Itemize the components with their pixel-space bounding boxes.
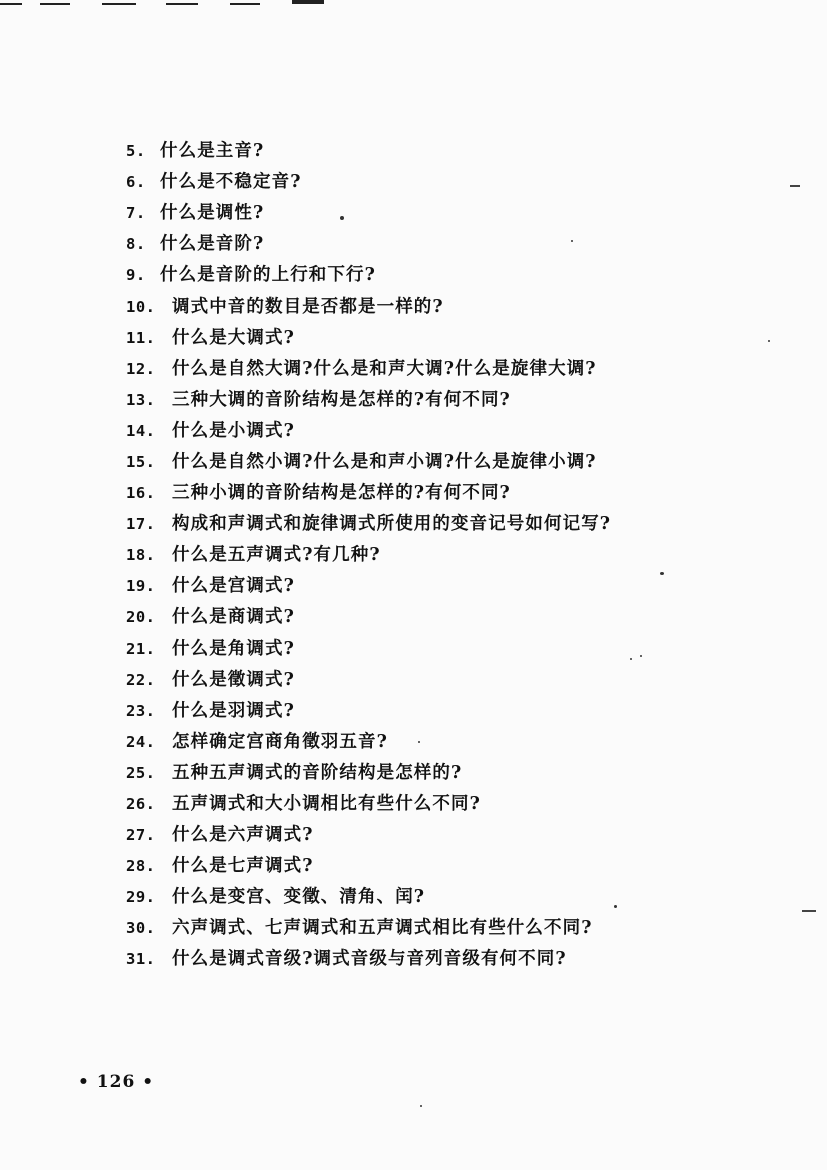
- question-number: 21.: [126, 639, 156, 658]
- question-text: 什么是调性?: [160, 203, 265, 224]
- question-text: 什么是宫调式?: [172, 576, 295, 597]
- scan-speck: [768, 340, 770, 342]
- question-number: 19.: [126, 577, 156, 596]
- question-item: [126, 696, 786, 727]
- question-number: 17.: [126, 515, 156, 534]
- question-text: 什么是六声调式?: [172, 825, 314, 846]
- question-number: 13.: [126, 390, 156, 409]
- question-number: 28.: [126, 857, 156, 876]
- question-text: 什么是五声调式?有几种?: [172, 545, 381, 566]
- question-text: 五种五声调式的音阶结构是怎样的?: [172, 762, 463, 783]
- question-text: 什么是徵调式?: [172, 669, 295, 690]
- question-item: [126, 291, 786, 322]
- question-item: [126, 820, 786, 851]
- question-item: [126, 944, 786, 975]
- scan-speck: [340, 216, 344, 220]
- scan-speck: [418, 741, 420, 743]
- question-text: 什么是调式音级?调式音级与音列音级有何不同?: [172, 949, 567, 970]
- question-item: [126, 634, 786, 665]
- question-number: 16.: [126, 484, 156, 503]
- question-item: [126, 354, 786, 385]
- question-number: 7.: [126, 204, 146, 223]
- question-number: 30.: [126, 919, 156, 938]
- question-number: 24.: [126, 732, 156, 751]
- question-text: 五声调式和大小调相比有些什么不同?: [172, 794, 481, 815]
- scan-speck: [614, 905, 617, 908]
- question-list: [126, 136, 786, 976]
- edge-mark: [40, 3, 70, 5]
- edge-mark: [292, 0, 324, 4]
- question-item: [126, 540, 786, 571]
- question-number: 6.: [126, 173, 146, 192]
- scan-speck: [571, 240, 573, 242]
- question-text: 什么是音阶?: [160, 234, 265, 255]
- question-text: 三种大调的音阶结构是怎样的?有何不同?: [172, 389, 511, 410]
- question-number: 12.: [126, 359, 156, 378]
- question-item: [126, 727, 786, 758]
- question-item: [126, 323, 786, 354]
- question-number: 18.: [126, 546, 156, 565]
- question-text: 调式中音的数目是否都是一样的?: [172, 296, 444, 317]
- page-number: • 126 •: [78, 1072, 155, 1092]
- question-item: [126, 136, 786, 167]
- question-number: 20.: [126, 608, 156, 627]
- question-item: [126, 602, 786, 633]
- question-item: [126, 416, 786, 447]
- question-text: 什么是变宫、变徵、清角、闰?: [172, 887, 426, 908]
- question-text: 什么是商调式?: [172, 607, 295, 628]
- question-item: [126, 571, 786, 602]
- question-text: 什么是不稳定音?: [160, 172, 302, 193]
- question-item: [126, 509, 786, 540]
- question-text: 什么是七声调式?: [172, 856, 314, 877]
- scan-edge-dash: [802, 910, 816, 912]
- question-text: 什么是小调式?: [172, 420, 295, 441]
- question-text: 什么是羽调式?: [172, 700, 295, 721]
- question-item: [126, 758, 786, 789]
- edge-mark: [0, 3, 22, 5]
- question-text: 三种小调的音阶结构是怎样的?有何不同?: [172, 483, 511, 504]
- question-item: [126, 478, 786, 509]
- question-item: [126, 913, 786, 944]
- question-text: 怎样确定宫商角徵羽五音?: [172, 731, 388, 752]
- question-number: 5.: [126, 142, 146, 161]
- question-item: [126, 851, 786, 882]
- question-number: 8.: [126, 235, 146, 254]
- question-item: [126, 665, 786, 696]
- question-text: 六声调式、七声调式和五声调式相比有些什么不同?: [172, 918, 593, 939]
- question-number: 25.: [126, 763, 156, 782]
- question-item: [126, 260, 786, 291]
- question-number: 27.: [126, 826, 156, 845]
- scan-speck: [660, 572, 664, 575]
- question-item: [126, 198, 786, 229]
- question-text: 什么是角调式?: [172, 638, 295, 659]
- question-number: 22.: [126, 670, 156, 689]
- edge-mark: [166, 3, 198, 5]
- question-number: 10.: [126, 297, 156, 316]
- question-number: 11.: [126, 328, 156, 347]
- question-number: 29.: [126, 888, 156, 907]
- question-item: [126, 447, 786, 478]
- scan-speck: [420, 1105, 422, 1107]
- edge-mark: [230, 3, 260, 5]
- question-number: 31.: [126, 950, 156, 969]
- question-number: 9.: [126, 266, 146, 285]
- question-text: 什么是音阶的上行和下行?: [160, 265, 376, 286]
- question-item: [126, 385, 786, 416]
- scan-speck: [640, 655, 642, 657]
- question-number: 14.: [126, 421, 156, 440]
- question-item: [126, 229, 786, 260]
- question-number: 23.: [126, 701, 156, 720]
- edge-mark: [102, 3, 136, 5]
- question-text: 什么是大调式?: [172, 327, 295, 348]
- question-item: [126, 789, 786, 820]
- question-number: 15.: [126, 452, 156, 471]
- question-item: [126, 882, 786, 913]
- question-text: 什么是自然大调?什么是和声大调?什么是旋律大调?: [172, 358, 597, 379]
- question-text: 什么是主音?: [160, 141, 265, 162]
- question-item: [126, 167, 786, 198]
- top-edge-marks: [0, 0, 827, 8]
- question-text: 什么是自然小调?什么是和声小调?什么是旋律小调?: [172, 451, 597, 472]
- scan-speck: [630, 658, 632, 660]
- scan-edge-dash: [790, 185, 800, 187]
- question-text: 构成和声调式和旋律调式所使用的变音记号如何记写?: [172, 514, 612, 535]
- question-number: 26.: [126, 795, 156, 814]
